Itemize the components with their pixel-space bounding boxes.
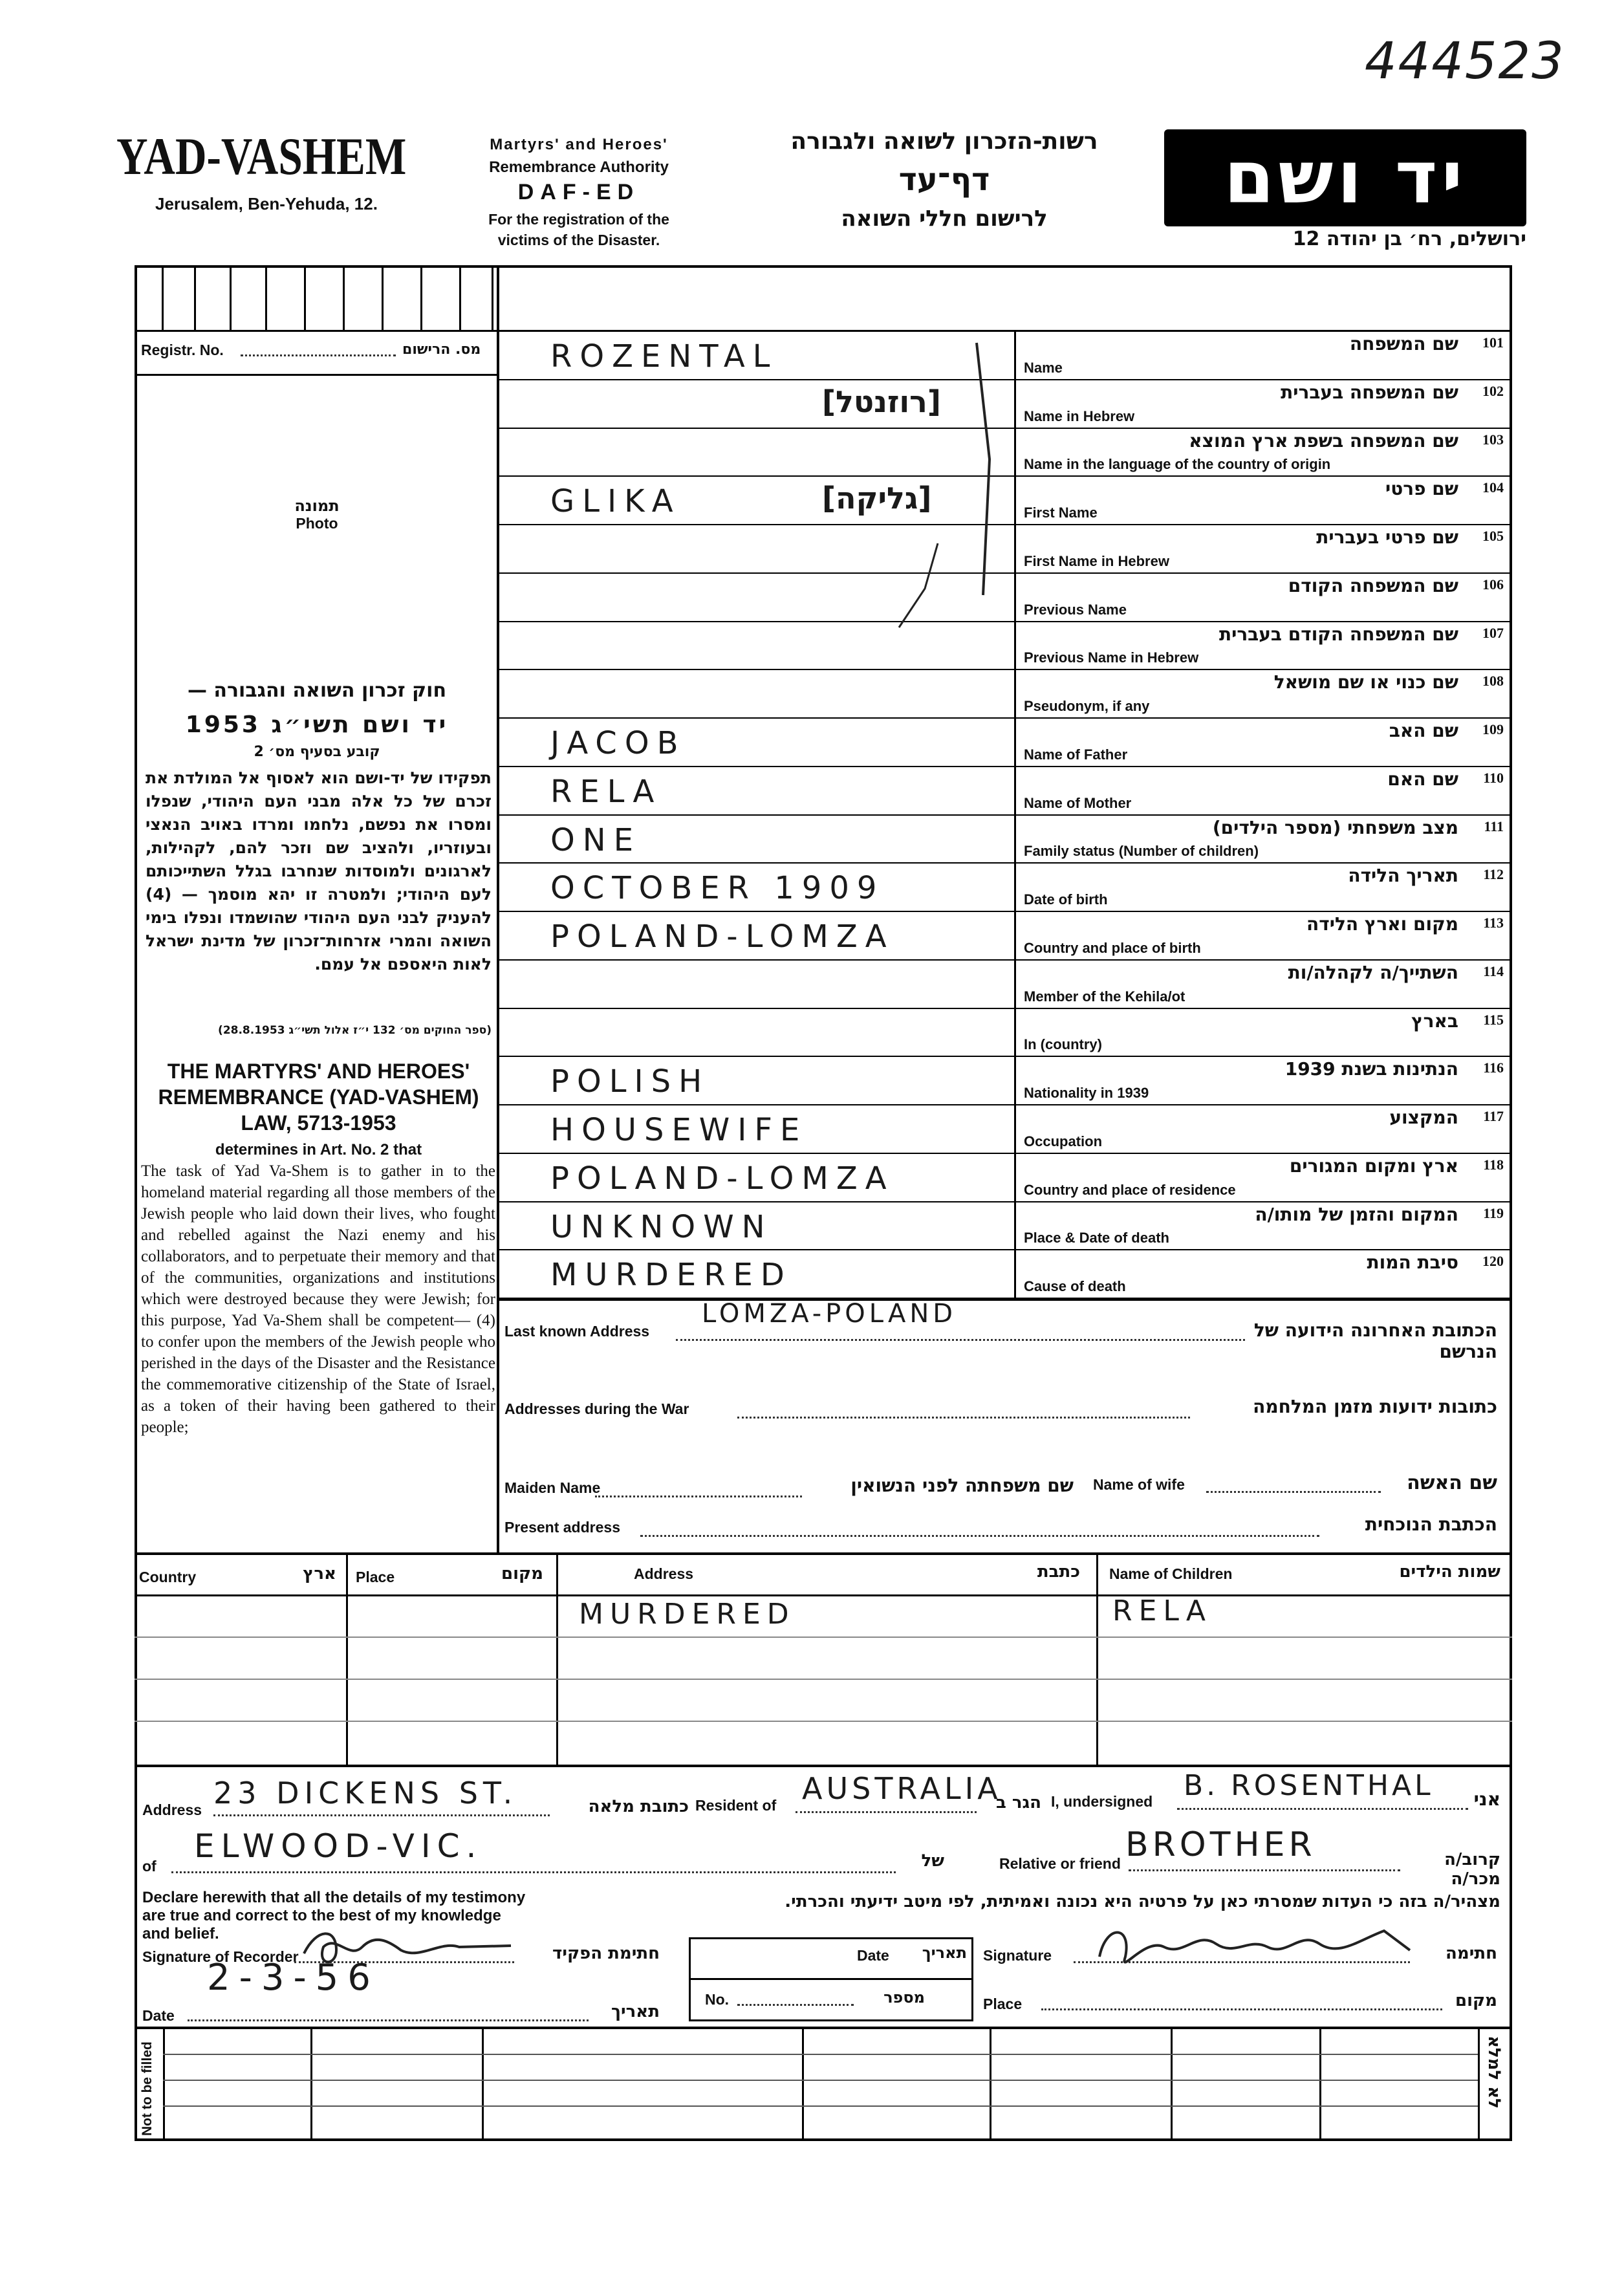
resident-he: הגר ב: [995, 1793, 1041, 1812]
footer-grid-vline: [1319, 2029, 1321, 2139]
footer-grid-vline: [310, 2029, 312, 2139]
footer-side-label: Not to be filled: [140, 2041, 155, 2136]
field-label-he: שם האב: [1389, 720, 1458, 741]
signature-he: חתימה: [1445, 1944, 1497, 1963]
address-value[interactable]: 23 DICKENS ST.: [213, 1776, 518, 1811]
field-row-114: [499, 961, 1510, 1009]
field-number: 108: [1482, 673, 1504, 690]
field-number: 120: [1482, 1253, 1504, 1270]
field-label-en: Country and place of birth: [1024, 939, 1201, 956]
undersigned-he: אני: [1473, 1789, 1500, 1810]
field-label-he: שם המשפחה בעברית: [1281, 381, 1458, 403]
resident-label: Resident of: [695, 1797, 777, 1814]
no-he: מספר: [883, 1988, 925, 2007]
col-country-he: ארץ: [303, 1564, 336, 1583]
field-number: 104: [1482, 479, 1504, 496]
date-value[interactable]: 2-3-56: [207, 1957, 380, 1999]
field-label-he: שם פרטי: [1385, 478, 1458, 500]
wife-label: Name of wife: [1093, 1476, 1185, 1493]
field-label-he: שם המשפחה: [1349, 333, 1458, 354]
field-label-he: בארץ: [1411, 1010, 1458, 1032]
field-label-he: מצב משפחתי (מספר הילדים): [1212, 816, 1458, 838]
law-en-determines: determines in Art. No. 2 that: [215, 1141, 422, 1158]
field-label-en: Family status (Number of children): [1024, 843, 1259, 860]
authority-line1: Martyrs' and Heroes': [490, 136, 668, 153]
date-box-label: Date: [857, 1947, 889, 1964]
footer-grid-vline: [1171, 2029, 1173, 2139]
field-value-he[interactable]: [רוזנטל]: [822, 384, 941, 419]
field-label-he: המקצוע: [1389, 1107, 1458, 1128]
law-he-name: יד ושם תשי״ג 1953: [185, 712, 449, 738]
law-en-title3: LAW, 5713-1953: [241, 1111, 396, 1135]
field-value[interactable]: RELA: [550, 773, 662, 810]
resident-value[interactable]: AUSTRALIA: [802, 1771, 1002, 1806]
footer-grid-vline: [802, 2029, 804, 2139]
during-war-he: כתובות ידועות מזמן המלחמה: [1253, 1396, 1497, 1417]
field-number: 103: [1482, 431, 1504, 448]
check-doodle: [886, 537, 951, 634]
field-number: 118: [1483, 1156, 1504, 1173]
footer-grid-vline: [990, 2029, 991, 2139]
field-row-120: [499, 1250, 1510, 1299]
declare-he: מצהיר/ה בזה כי העדות שמסרתי כאן על פרטיה היא נכונה ואמיתית, לפי מיטב ידיעתי והכרתי.: [785, 1892, 1500, 1911]
photo-label: Photo: [296, 515, 338, 532]
field-label-en: Place & Date of death: [1024, 1230, 1169, 1246]
of-value[interactable]: ELWOOD-VIC.: [194, 1827, 483, 1865]
relative-he: קרוב/ה מכר/ה: [1444, 1850, 1500, 1889]
field-row-113: [499, 912, 1510, 961]
field-number: 107: [1482, 624, 1504, 641]
field-label-he: המקום והזמן של מותו/ה: [1255, 1203, 1458, 1225]
present-label: Present address: [504, 1519, 620, 1536]
field-label-he: שם המשפחה הקודם: [1288, 574, 1458, 596]
field-value[interactable]: ONE: [550, 821, 642, 858]
of-he: של: [921, 1851, 944, 1871]
law-he-ref: (ספר החוקים מס׳ 132 י״ז אלול תשי״ג 28.8.1953): [218, 1024, 492, 1037]
footer-grid-vline: [163, 2029, 165, 2139]
field-number: 117: [1483, 1108, 1504, 1124]
law-he-title: חוק זכרון השואה והגבורה —: [187, 679, 447, 702]
field-row-108: [499, 670, 1510, 719]
field-row-117: [499, 1105, 1510, 1154]
field-number: 113: [1483, 915, 1504, 931]
field-label-en: Name in the language of the country of origin: [1024, 456, 1331, 473]
footer-grid-hline: [163, 2080, 1478, 2081]
field-row-111: [499, 816, 1510, 864]
undersigned-value[interactable]: B. ROSENTHAL: [1184, 1769, 1434, 1802]
field-label-he: מקום וארץ הלידה: [1306, 913, 1458, 935]
law-he-body: תפקידו של יד-ושם הוא לאסוף אל המולדת את זכרם של כל אלה מבני העם היהודי, שנפלו ומסרו את נפשם, נלחמו ומרדו באויב הנאצי ובעוזריו, ולהציב שם וזכר להם, לקהילות, לארגונים ולמוסדות שנחרבו בגלל השתייכותם לעם היהודי; ולמטרה זו יהא מוסמך — (4) להעניק לבני העם היהודי שהושמדו ונפלו בימי השואה והמרי אזרחות־זכרון של מדינת ישראל לאות היאספם אל עמם.: [146, 768, 492, 973]
purpose-line2: victims of the Disaster.: [497, 232, 660, 248]
field-number: 111: [1484, 818, 1504, 834]
col-address-he: כתבת: [1037, 1562, 1080, 1582]
field-number: 114: [1483, 963, 1504, 979]
maiden-label: Maiden Name: [504, 1479, 601, 1496]
children-name-value[interactable]: RELA: [1112, 1594, 1212, 1627]
logo-address: Jerusalem, Ben-Yehuda, 12.: [155, 194, 378, 213]
date-he: תאריך: [611, 2002, 660, 2021]
field-label-he: תאריך הלידה: [1348, 865, 1458, 887]
field-label-he: שם כנוי או שם מושאל: [1273, 671, 1458, 693]
present-he: הכתבת הנוכחית: [1365, 1514, 1497, 1535]
last-known-label: Last known Address: [504, 1323, 650, 1340]
field-label-he: שם האם: [1387, 768, 1458, 790]
field-label-en: Name in Hebrew: [1024, 408, 1135, 424]
field-label-he: הנתינות בשנת 1939: [1284, 1058, 1458, 1080]
col-children-he: שמות הילדים: [1399, 1562, 1500, 1582]
field-number: 119: [1483, 1204, 1504, 1221]
field-number: 105: [1482, 528, 1504, 544]
field-label-en: Name of Father: [1024, 746, 1128, 763]
field-number: 106: [1482, 576, 1504, 593]
heb-authority: רשות-הזכרון לשואה ולגבורה: [790, 128, 1098, 155]
field-label-he: שם המשפחה בשפת ארץ המוצא: [1189, 430, 1458, 451]
footer-side-label-box: [137, 2029, 163, 2139]
undersigned-label: I, undersigned: [1051, 1793, 1153, 1810]
field-value[interactable]: JACOB: [550, 725, 686, 761]
address-label: Address: [142, 1801, 202, 1818]
wife-he: שם האשה: [1407, 1472, 1497, 1494]
field-label-he: שם המשפחה הקודם בעברית: [1218, 623, 1458, 645]
last-known-he: הכתובת האחרונה הידועה של הנרשם: [1253, 1320, 1497, 1362]
field-label-en: Previous Name: [1024, 601, 1127, 618]
field-value[interactable]: OCTOBER 1909: [550, 870, 885, 907]
footer-side-label-he-box: [1478, 2029, 1510, 2139]
last-known-value[interactable]: LOMZA-POLAND: [702, 1299, 957, 1329]
signature-label: Signature: [983, 1947, 1052, 1964]
field-number: 112: [1483, 866, 1504, 883]
declare-text: Declare herewith that all the details of my testimony are true and correct to the best of my knowledge and belief.: [142, 1889, 526, 1942]
field-label-he: השתייך/ה לקהלה/ות: [1288, 961, 1458, 983]
heb-logo: יד ושם: [1224, 136, 1467, 220]
field-number: 101: [1482, 334, 1504, 351]
field-label-en: Previous Name in Hebrew: [1024, 649, 1199, 666]
registr-label-he: מס. הרישום: [402, 342, 481, 358]
field-value[interactable]: UNKNOWN: [550, 1208, 773, 1245]
date-label: Date: [142, 2007, 175, 2024]
field-row-110: [499, 767, 1510, 816]
field-label-en: Nationality in 1939: [1024, 1085, 1149, 1101]
law-he-article: קובע בסעיף מס׳ 2: [254, 744, 380, 760]
field-label-he: סיבת המות: [1367, 1252, 1458, 1274]
col-country: Country: [139, 1569, 197, 1585]
field-row-116: [499, 1057, 1510, 1105]
field-row-119: [499, 1202, 1510, 1251]
field-number: 115: [1483, 1011, 1504, 1028]
field-label-en: Date of birth: [1024, 891, 1108, 908]
field-label-en: Name: [1024, 359, 1063, 376]
footer-side-label-he: לא למלא: [1484, 2036, 1504, 2109]
field-number: 110: [1483, 769, 1504, 786]
relative-label: Relative or friend: [999, 1855, 1121, 1872]
field-label-he: ארץ ומקום המגורים: [1289, 1155, 1458, 1177]
place-label: Place: [983, 1996, 1023, 2012]
footer-grid-hline: [163, 2054, 1478, 2055]
footer-grid-hline: [163, 2105, 1478, 2107]
field-label-he: שם פרטי בעברית: [1316, 527, 1458, 548]
col-address: Address: [634, 1565, 694, 1582]
heb-purpose: לרישום חללי השואה: [841, 206, 1048, 232]
authority-line2: Remembrance Authority: [489, 158, 669, 176]
recorder-label: Signature of Recorder: [142, 1948, 299, 1965]
field-number: 116: [1483, 1060, 1504, 1076]
field-label-en: Member of the Kehila/ot: [1024, 988, 1186, 1005]
logo-text: YAD-VASHEM: [116, 127, 407, 186]
of-label: of: [142, 1858, 157, 1875]
law-en-title1: THE MARTYRS' AND HEROES': [167, 1060, 470, 1083]
field-value[interactable]: POLISH: [550, 1063, 710, 1100]
relative-value[interactable]: BROTHER: [1125, 1825, 1316, 1864]
form-name: DAF-ED: [517, 180, 640, 204]
field-label-en: Cause of death: [1024, 1278, 1126, 1294]
full-address-he: כתובת מלאה: [588, 1797, 689, 1816]
recorder-he: חתימת הפקיד: [552, 1944, 660, 1963]
witness-signature: [1087, 1911, 1423, 1983]
footer-grid-vline: [482, 2029, 484, 2139]
field-value[interactable]: ROZENTAL: [550, 338, 778, 375]
law-en-body: The task of Yad Va-Shem is to gather in to the homeland material regarding all those members of the Jewish people who laid down their lives, who fought and rebelled against the Nazi enemy and his collaborators, and to perpetuate their memory and that of the communities, organizations and institutions which were destroyed because they were Jewish; for this purpose, Yad Va-Shem shall be competent— (4) to confer upon the members of the Jewish people who perished in the days of the Disaster and the Resistance the commemorative citizenship of the State of Israel, as a token of their having been gathered to their people;: [141, 1162, 495, 1436]
field-label-en: First Name in Hebrew: [1024, 552, 1169, 569]
field-value[interactable]: HOUSEWIFE: [550, 1112, 808, 1148]
field-value-he[interactable]: [גליקה]: [822, 481, 932, 516]
field-row-109: [499, 719, 1510, 767]
field-label-en: In (country): [1024, 1036, 1102, 1053]
footer-grid-vline: [1478, 2029, 1480, 2139]
maiden-he: שם משפחתה לפני הנשואין: [850, 1475, 1074, 1496]
field-label-en: Country and place of residence: [1024, 1181, 1236, 1198]
field-row-115: [499, 1009, 1510, 1058]
field-number: 109: [1482, 721, 1504, 737]
field-label-en: Name of Mother: [1024, 794, 1132, 811]
law-en-title2: REMEMBRANCE (YAD-VASHEM): [158, 1085, 479, 1109]
place-he: מקום: [1455, 1991, 1497, 2010]
field-label-en: Occupation: [1024, 1133, 1103, 1149]
during-war-label: Addresses during the War: [504, 1400, 689, 1417]
no-label: No.: [705, 1991, 730, 2008]
photo-label-he: תמונה: [294, 497, 340, 515]
field-row-112: [499, 864, 1510, 912]
field-number: 102: [1482, 382, 1504, 399]
heb-form-name: דף־עד: [898, 162, 990, 198]
field-row-107: [499, 622, 1510, 671]
archive-number: 444523: [1365, 32, 1565, 91]
registr-label: Registr. No.: [141, 342, 224, 358]
bracket-doodle: [970, 336, 1015, 608]
heb-logo-block: [1164, 129, 1526, 226]
col-place: Place: [356, 1569, 395, 1585]
col-children: Name of Children: [1109, 1565, 1233, 1582]
field-value[interactable]: GLIKA: [550, 483, 681, 520]
date-box-he: תאריך: [922, 1944, 967, 1962]
children-address-value[interactable]: MURDERED: [579, 1598, 796, 1631]
field-label-en: Pseudonym, if any: [1024, 698, 1150, 714]
heb-address: ירושלים, רח׳ בן יהודה 12: [1292, 228, 1526, 250]
purpose-line1: For the registration of the: [488, 211, 669, 228]
field-label-en: First Name: [1024, 505, 1098, 521]
field-value[interactable]: MURDERED: [550, 1257, 792, 1294]
field-value[interactable]: POLAND-LOMZA: [550, 1160, 894, 1197]
field-value[interactable]: POLAND-LOMZA: [550, 919, 894, 955]
col-place-he: מקום: [501, 1564, 543, 1583]
field-row-118: [499, 1154, 1510, 1202]
